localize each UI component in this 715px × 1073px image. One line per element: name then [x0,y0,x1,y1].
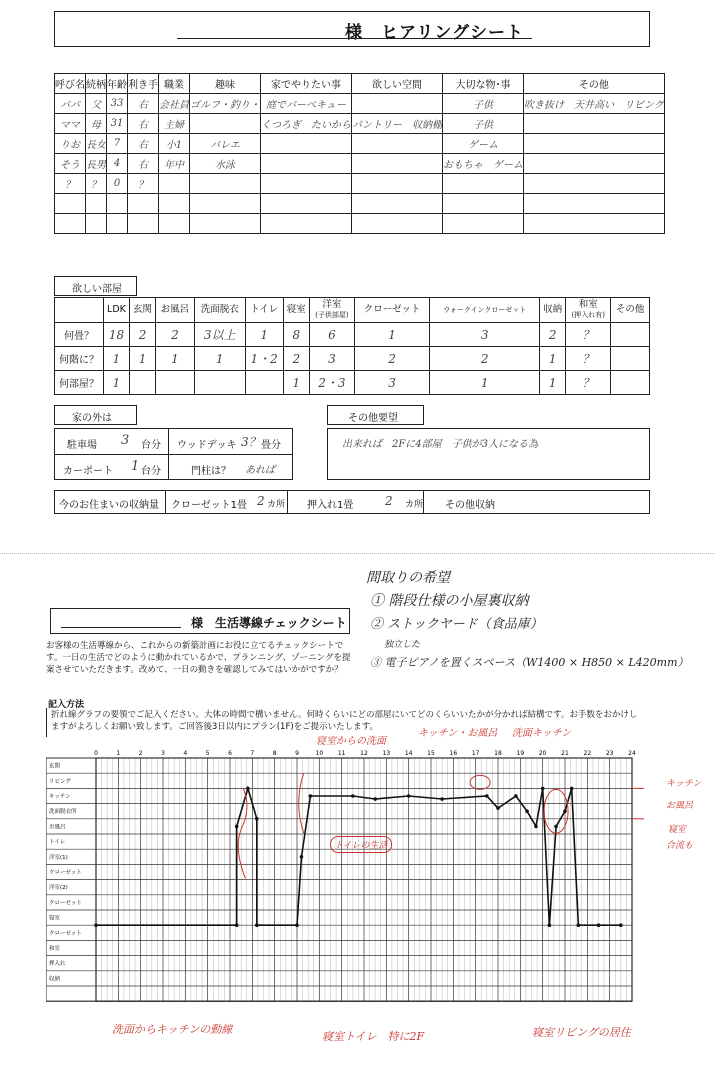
rooms-cell [611,371,650,395]
rooms-col-title: LDK [107,304,126,315]
family-cell: 右 [128,114,159,134]
rooms-cell: 2 [540,323,566,347]
family-cell [352,134,443,154]
family-cell: ？ [55,174,86,194]
rooms-cell: 6 [309,323,354,347]
family-cell: 会社員 [159,94,190,114]
lifeline-title-box [50,608,350,634]
family-cell [55,194,86,214]
activity-point [485,794,489,798]
rooms-cell: 3 [354,371,429,395]
carport-value: 1 [131,459,140,474]
red-stroke-1 [238,788,247,878]
family-row [55,174,665,194]
grid-hour-label: 8 [272,750,277,757]
grid-hour-label: 20 [538,750,547,757]
grid-hour-label: 21 [561,750,569,757]
family-cell: ママ [55,114,86,134]
lifeline-title: 様 生活導線チェックシート [191,616,347,630]
col-age: 年齢 [107,74,128,94]
rooms-cell: ？ [566,347,611,371]
activity-point [300,855,304,859]
family-cell: 右 [128,94,159,114]
activity-point [597,923,601,927]
family-cell [443,214,524,234]
rooms-col-header [566,298,611,323]
grid-hour-label: 13 [382,750,391,757]
rooms-cell: 2 [156,323,195,347]
col-hand: 利き手 [128,74,159,94]
col-want-to-do: 家でやりたい事 [261,74,352,94]
closet-value: 2 [257,494,265,508]
family-cell [352,194,443,214]
rooms-cell: 1 [540,347,566,371]
rooms-cell: 1 [245,323,283,347]
family-cell [352,154,443,174]
activity-point [351,794,355,798]
family-cell [128,214,159,234]
grid-hour-label: 4 [183,750,188,757]
rooms-col-title: 玄関 [133,304,153,315]
family-cell [524,134,665,154]
grid-hour-label: 2 [138,750,143,757]
hearing-sheet-title: 様 ヒアリングシート [345,23,524,43]
activity-point [255,923,259,927]
rooms-cell: 1 [283,371,309,395]
floor-note-2: ② ストックヤード（食品庫） [370,617,543,632]
rooms-col-header [540,298,566,323]
gate-label: 門柱は？ [191,466,231,477]
rooms-body [55,323,650,395]
rooms-cell: 2 [354,347,429,371]
oshiire-label: 押入れ1畳 [307,500,354,511]
method-label: 記入方法 [48,700,85,710]
oshiire-unit: カ所 [405,500,424,510]
col-other: その他 [524,74,665,94]
grid-room-label: 洋室(1) [49,854,68,861]
grid-room-label: お風呂 [49,824,66,831]
rooms-cell [611,323,650,347]
grid-hour-label: 23 [605,750,614,757]
family-table [54,73,665,234]
family-cell: 子供 [443,94,524,114]
family-cell [190,174,261,194]
rooms-row-label: 何畳？ [55,323,104,347]
storage-label: 今のお住まいの収納量 [59,500,159,511]
rooms-col-subtitle: (子供部屋) [315,311,349,319]
carport-unit: 台分 [141,466,161,477]
grid-room-label: リビング [49,778,71,785]
activity-point [541,787,545,791]
rooms-cell: 3以上 [194,323,245,347]
col-job: 職業 [159,74,190,94]
red-note-bottom3: 寝室リビングの居住 [532,1026,631,1039]
family-cell: 子供 [443,114,524,134]
family-cell: 0 [107,174,128,194]
family-cell: 4 [107,154,128,174]
activity-point [295,923,299,927]
family-cell: パントリー 収納棚 [352,114,443,134]
deck-label: ウッドデッキ [177,440,237,451]
grid-room-label: 押入れ [49,961,66,968]
rooms-table [54,297,650,395]
family-cell [352,214,443,234]
activity-point [554,825,558,829]
time-grid [46,746,646,1016]
family-cell [443,194,524,214]
grid-room-label: 和室 [49,946,61,952]
lifeline-title-underline [61,627,181,628]
family-cell [159,214,190,234]
family-cell [261,214,352,234]
family-cell [261,194,352,214]
activity-point [309,794,313,798]
family-cell: くつろぎ たいから [261,114,352,134]
parking-label: 駐車場 [67,440,97,451]
red-note-right2: お風呂 [666,801,694,811]
time-grid-svg [46,746,646,1016]
parking-value: 3 [121,433,130,448]
deck-unit: 畳分 [261,440,281,451]
family-cell: 吹き抜け 天井高い リビング [524,94,665,114]
family-cell: 主婦 [159,114,190,134]
red-note-top1: 寝室からの洗面 [316,736,386,747]
rooms-cell: 2 [430,347,540,371]
family-cell: 庭でバーベキュー [261,94,352,114]
rooms-row [55,347,650,371]
col-hobby: 趣味 [190,74,261,94]
activity-point [570,787,574,791]
grid-hour-label: 15 [427,750,435,757]
rooms-col-header [354,298,429,323]
family-cell [159,174,190,194]
rooms-cell [245,371,283,395]
family-cell: 母 [86,114,107,134]
family-row [55,94,665,114]
grid-hour-label: 11 [337,750,346,757]
grid-hour-label: 1 [116,750,121,757]
family-cell [352,94,443,114]
rooms-col-header [245,298,283,323]
rooms-cell: ？ [566,323,611,347]
rooms-cell: 1 [354,323,429,347]
grid-hour-label: 12 [360,750,368,757]
family-row [55,214,665,234]
rooms-cell: 3 [430,323,540,347]
grid-room-label: クローゼット [49,930,82,937]
activity-point [373,797,377,801]
family-row [55,154,665,174]
rooms-cell: 1 [540,371,566,395]
grid-hour-label: 7 [250,750,255,757]
family-cell [86,194,107,214]
rooms-col-title: ウォークインクローゼット [443,306,527,314]
family-cell [261,154,352,174]
activity-point [235,923,239,927]
family-cell: ゲーム [443,134,524,154]
rooms-cell: 18 [104,323,130,347]
rooms-col-header [283,298,309,323]
outside-label-box [54,405,137,425]
rooms-col-header [156,298,195,323]
family-cell [86,214,107,234]
rooms-cell [156,371,195,395]
family-cell [524,174,665,194]
grid-room-label: 寝室 [49,915,61,922]
red-note-top2: キッチン・お風呂 [418,728,498,739]
rooms-col-header [129,298,155,323]
activity-point [577,923,581,927]
family-cell [107,214,128,234]
carport-label: カーポート [63,466,113,477]
rooms-col-header [309,298,354,323]
family-cell: 小1 [159,134,190,154]
grid-hour-label: 6 [228,750,232,757]
family-cell [352,174,443,194]
rooms-cell: 1・2 [245,347,283,371]
rooms-cell [611,347,650,371]
family-cell: 7 [107,134,128,154]
rooms-cell: 2 [129,323,155,347]
rooms-row [55,371,650,395]
activity-point [235,825,239,829]
oshiire-value: 2 [385,494,393,508]
rooms-row [55,323,650,347]
method-text: 折れ線グラフの要領でご記入ください。大体の時間で構いません。何時くらいにどの部屋にいてどのくらいいたかが分かれば結構です。お手数をおかけしますがよろしくお願い致します。ご回答後3日以内にプラン(1F)をご提示いたします。 [51,710,638,732]
closet-unit: カ所 [267,500,286,510]
grid-room-label: クローゼット [49,870,82,876]
red-circle-1 [470,775,490,789]
family-cell: 水泳 [190,154,261,174]
family-cell [524,214,665,234]
red-note-right3: 寝室 [668,825,687,835]
rooms-col-title: 収納 [543,304,563,315]
grid-room-label: 収納 [49,976,61,983]
family-cell: 右 [128,154,159,174]
activity-point [246,787,250,791]
activity-point [407,794,411,798]
other-storage-label: その他収納 [445,500,495,511]
col-want-space: 欲しい空間 [352,74,443,94]
other-requests-text: 出来れば 2Fに4部屋 子供が3人になる為 [342,439,539,450]
family-cell: おもちゃ ゲーム [443,154,524,174]
grid-hour-label: 9 [295,750,299,757]
family-row [55,114,665,134]
activity-point [496,806,500,810]
grid-hour-label: 22 [583,750,592,757]
rooms-col-title: クローゼット [363,304,421,315]
rooms-header-row [55,298,650,323]
hearing-sheet-title-box [54,11,650,47]
lifeline-intro: お客様の生活導線から、これからの新築計画にお役に立てるチェックシートです。一日の生活でどのように動かれているかで、プランニング、ゾーニングを提案させていただきます。改めて、一日の動きを確認してみてはいかがですか？ [46,641,351,675]
family-cell [128,194,159,214]
activity-point [440,797,444,801]
rooms-col-title: 寝室 [286,304,306,315]
activity-point [563,809,567,813]
red-note-right1: キッチン [666,779,702,789]
grid-room-label: 洗面脱衣所 [49,809,77,816]
grid-hour-label: 19 [516,750,525,757]
family-cell: そう [55,154,86,174]
grid-room-label: トイレ [49,839,66,846]
other-requests-box [327,428,650,480]
family-body [55,94,665,234]
outside-label: 家の外は [72,413,112,424]
family-cell: 33 [107,94,128,114]
activity-point [525,809,529,813]
grid-hour-label: 18 [494,750,502,757]
family-cell [261,174,352,194]
rooms-col-title: トイレ [250,304,279,315]
rooms-section-label-box [54,276,137,296]
family-cell [443,174,524,194]
family-cell [261,134,352,154]
rooms-col-title: 和室 [578,299,598,310]
grid-hour-label: 17 [471,750,480,757]
rooms-cell: 1 [194,347,245,371]
rooms-cell [194,371,245,395]
col-important: 大切な物･事 [443,74,524,94]
gate-value: あれば [245,465,275,476]
activity-point [548,923,552,927]
family-header-row [55,74,665,94]
family-cell: 長男 [86,154,107,174]
floor-notes-title: 間取りの希望 [366,570,450,586]
rooms-cell: 2 [283,347,309,371]
red-note-bottom2: 寝室トイレ 特に2F [322,1030,425,1043]
floor-note-annotation: 独立した [384,640,421,650]
family-cell: 長女 [86,134,107,154]
col-nickname: 呼び名 [55,74,86,94]
rooms-corner [55,298,104,323]
grid-room-label: キッチン [49,794,71,800]
family-cell [524,114,665,134]
family-row [55,194,665,214]
col-relation: 続柄 [86,74,107,94]
grid-hour-label: 5 [205,750,210,757]
rooms-row-label: 何階に？ [55,347,104,371]
family-cell: ？ [86,174,107,194]
red-note-top3: 洗面キッチン [512,728,572,739]
family-cell [190,114,261,134]
rooms-cell: 1 [430,371,540,395]
family-cell: りお [55,134,86,154]
rooms-cell: 1 [156,347,195,371]
rooms-col-title: 洗面脱衣 [200,304,239,315]
family-cell: 年中 [159,154,190,174]
rooms-col-header [104,298,130,323]
rooms-cell: 1 [104,347,130,371]
grid-hour-label: 0 [94,750,98,757]
rooms-row-label: 何部屋？ [55,371,104,395]
family-cell [524,154,665,174]
parking-unit: 台分 [141,440,161,451]
family-cell: バレエ [190,134,261,154]
rooms-col-header [430,298,540,323]
rooms-col-title: お風呂 [160,304,190,315]
family-cell: ゴルフ・釣り・ [190,94,261,114]
deck-value: 3？ [241,435,261,449]
rooms-col-subtitle: (押入れ有) [571,311,605,319]
red-note-bottom1: 洗面からキッチンの動線 [112,1023,233,1036]
family-cell [55,214,86,234]
rooms-col-header [194,298,245,323]
family-cell [190,214,261,234]
red-note-right4: 合流も [666,841,694,851]
floor-note-3: ③ 電子ピアノを置くスペース（W1400 × H850 × L420mm） [370,656,689,669]
family-row [55,134,665,154]
activity-point [94,923,98,927]
closet-label: クローゼット1畳 [171,500,247,511]
rooms-cell: 1 [129,347,155,371]
grid-room-label: クローゼット [49,900,82,907]
family-cell: 父 [86,94,107,114]
outside-divider-h [55,454,292,455]
floor-note-1: ① 階段仕様の小屋裏収納 [370,593,529,609]
family-cell [159,194,190,214]
family-cell [524,194,665,214]
grid-room-label: 洋室(2) [49,885,68,892]
rooms-cell: 3 [309,347,354,371]
family-cell: 右 [128,134,159,154]
activity-point [514,794,518,798]
other-requests-label: その他要望 [348,413,398,424]
outside-divider-v [168,429,169,479]
rooms-cell: 2・3 [309,371,354,395]
grid-hour-label: 16 [449,750,458,757]
scan-edge [0,553,715,554]
storage-div1 [165,491,166,513]
rooms-cell: 1 [104,371,130,395]
family-cell: 31 [107,114,128,134]
rooms-col-title: その他 [615,304,645,315]
activity-point [255,817,259,821]
grid-room-label: 玄関 [49,763,61,770]
rooms-col-title: 洋室 [322,299,342,310]
storage-div2 [287,491,288,513]
grid-hour-label: 14 [404,750,413,757]
red-stroke-2 [299,773,304,833]
rooms-col-header [611,298,650,323]
rooms-cell: ？ [566,371,611,395]
outside-box [54,428,293,480]
activity-point [534,825,538,829]
storage-div3 [423,491,424,513]
family-cell [190,194,261,214]
other-requests-label-box [327,405,424,425]
family-cell [107,194,128,214]
grid-hour-label: 3 [161,750,165,757]
grid-hour-label: 10 [315,750,324,757]
rooms-cell: 8 [283,323,309,347]
red-note-mid: トイレの生活 [330,836,392,853]
family-cell: ？ [128,174,159,194]
grid-hour-label: 24 [628,750,636,757]
rooms-cell [129,371,155,395]
rooms-section-label: 欲しい部屋 [72,284,122,295]
storage-box [54,490,650,514]
family-cell: パパ [55,94,86,114]
activity-point [619,923,623,927]
